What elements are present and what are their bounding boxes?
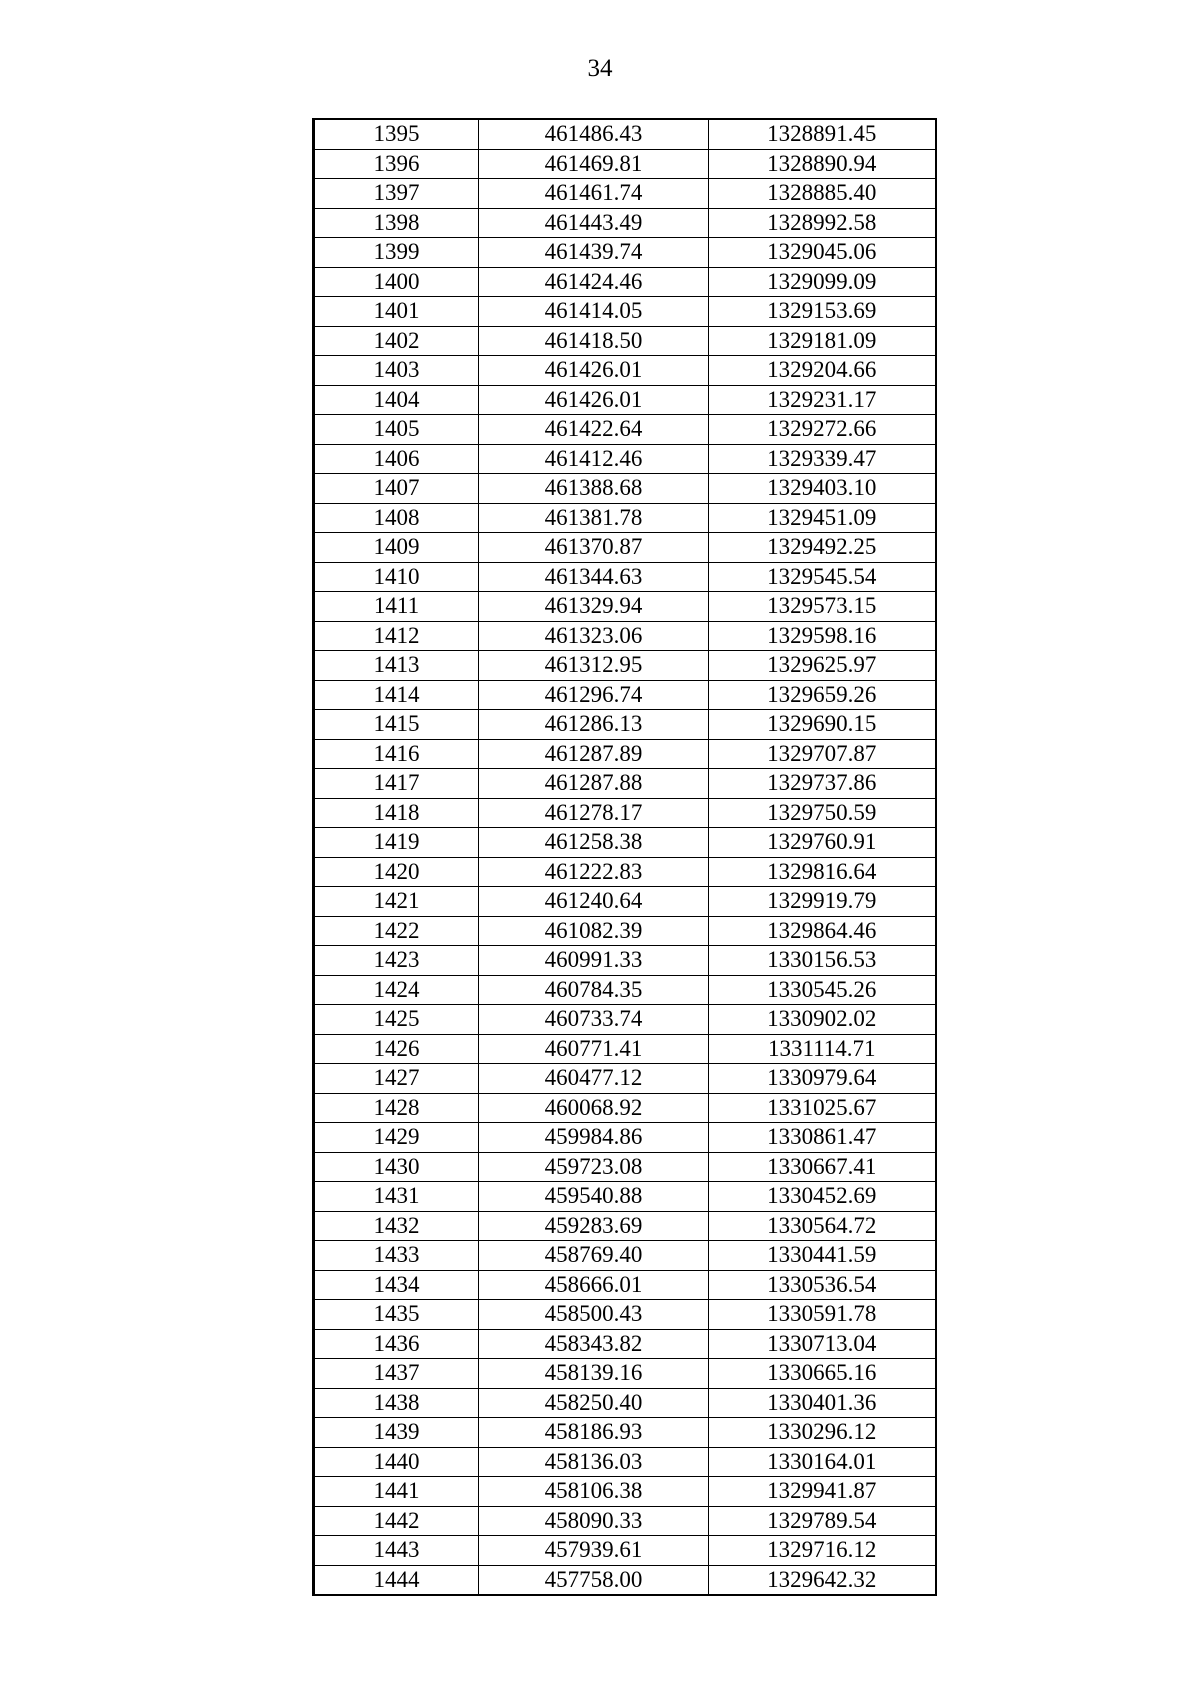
table-row bbox=[314, 356, 936, 386]
x-coordinate-cell: 457939.61 bbox=[479, 1536, 709, 1566]
point-number-cell: 1409 bbox=[314, 533, 479, 563]
x-coordinate-cell: 461296.74 bbox=[479, 680, 709, 710]
y-coordinate-cell: 1330164.01 bbox=[709, 1447, 936, 1477]
table-row bbox=[314, 1034, 936, 1064]
table-row bbox=[314, 533, 936, 563]
point-number-cell: 1423 bbox=[314, 946, 479, 976]
table-row bbox=[314, 1536, 936, 1566]
point-number-cell: 1395 bbox=[314, 119, 479, 149]
x-coordinate-cell: 461412.46 bbox=[479, 444, 709, 474]
point-number-cell: 1412 bbox=[314, 621, 479, 651]
point-number-cell: 1427 bbox=[314, 1064, 479, 1094]
point-number-cell: 1441 bbox=[314, 1477, 479, 1507]
x-coordinate-cell: 458250.40 bbox=[479, 1388, 709, 1418]
point-number-cell: 1439 bbox=[314, 1418, 479, 1448]
x-coordinate-cell: 461426.01 bbox=[479, 385, 709, 415]
point-number-cell: 1406 bbox=[314, 444, 479, 474]
x-coordinate-cell: 459723.08 bbox=[479, 1152, 709, 1182]
point-number-cell: 1425 bbox=[314, 1005, 479, 1035]
point-number-cell: 1421 bbox=[314, 887, 479, 917]
table-row bbox=[314, 916, 936, 946]
y-coordinate-cell: 1330591.78 bbox=[709, 1300, 936, 1330]
point-number-cell: 1437 bbox=[314, 1359, 479, 1389]
table-row bbox=[314, 1241, 936, 1271]
y-coordinate-cell: 1330564.72 bbox=[709, 1211, 936, 1241]
table-row bbox=[314, 651, 936, 681]
x-coordinate-cell: 461388.68 bbox=[479, 474, 709, 504]
x-coordinate-cell: 461424.46 bbox=[479, 267, 709, 297]
page-number: 34 bbox=[587, 55, 613, 82]
x-coordinate-cell: 461422.64 bbox=[479, 415, 709, 445]
x-coordinate-cell: 458090.33 bbox=[479, 1506, 709, 1536]
table-row bbox=[314, 297, 936, 327]
point-number-cell: 1442 bbox=[314, 1506, 479, 1536]
table-row bbox=[314, 119, 936, 149]
point-number-cell: 1403 bbox=[314, 356, 479, 386]
y-coordinate-cell: 1330545.26 bbox=[709, 975, 936, 1005]
x-coordinate-cell: 458343.82 bbox=[479, 1329, 709, 1359]
y-coordinate-cell: 1330441.59 bbox=[709, 1241, 936, 1271]
point-number-cell: 1419 bbox=[314, 828, 479, 858]
x-coordinate-cell: 461486.43 bbox=[479, 119, 709, 149]
y-coordinate-cell: 1329403.10 bbox=[709, 474, 936, 504]
table-row bbox=[314, 680, 936, 710]
x-coordinate-cell: 461414.05 bbox=[479, 297, 709, 327]
y-coordinate-cell: 1329716.12 bbox=[709, 1536, 936, 1566]
x-coordinate-cell: 461381.78 bbox=[479, 503, 709, 533]
point-number-cell: 1443 bbox=[314, 1536, 479, 1566]
table-row bbox=[314, 267, 936, 297]
y-coordinate-cell: 1330296.12 bbox=[709, 1418, 936, 1448]
y-coordinate-cell: 1329816.64 bbox=[709, 857, 936, 887]
y-coordinate-cell: 1329625.97 bbox=[709, 651, 936, 681]
table-row bbox=[314, 887, 936, 917]
point-number-cell: 1414 bbox=[314, 680, 479, 710]
point-number-cell: 1396 bbox=[314, 149, 479, 179]
y-coordinate-cell: 1328885.40 bbox=[709, 179, 936, 209]
point-number-cell: 1432 bbox=[314, 1211, 479, 1241]
x-coordinate-cell: 459283.69 bbox=[479, 1211, 709, 1241]
point-number-cell: 1417 bbox=[314, 769, 479, 799]
x-coordinate-cell: 461222.83 bbox=[479, 857, 709, 887]
y-coordinate-cell: 1328891.45 bbox=[709, 119, 936, 149]
point-number-cell: 1398 bbox=[314, 208, 479, 238]
table-row bbox=[314, 946, 936, 976]
x-coordinate-cell: 461312.95 bbox=[479, 651, 709, 681]
table-row bbox=[314, 975, 936, 1005]
table-row bbox=[314, 238, 936, 268]
point-number-cell: 1424 bbox=[314, 975, 479, 1005]
point-number-cell: 1430 bbox=[314, 1152, 479, 1182]
y-coordinate-cell: 1329545.54 bbox=[709, 562, 936, 592]
point-number-cell: 1434 bbox=[314, 1270, 479, 1300]
y-coordinate-cell: 1330667.41 bbox=[709, 1152, 936, 1182]
x-coordinate-cell: 458106.38 bbox=[479, 1477, 709, 1507]
x-coordinate-cell: 461418.50 bbox=[479, 326, 709, 356]
table-row bbox=[314, 769, 936, 799]
table-row bbox=[314, 1152, 936, 1182]
point-number-cell: 1438 bbox=[314, 1388, 479, 1418]
x-coordinate-cell: 460477.12 bbox=[479, 1064, 709, 1094]
table-row bbox=[314, 798, 936, 828]
table-row bbox=[314, 179, 936, 209]
table-row bbox=[314, 1477, 936, 1507]
y-coordinate-cell: 1328890.94 bbox=[709, 149, 936, 179]
table-row bbox=[314, 1270, 936, 1300]
table-row bbox=[314, 1565, 936, 1595]
y-coordinate-cell: 1329737.86 bbox=[709, 769, 936, 799]
point-number-cell: 1444 bbox=[314, 1565, 479, 1595]
point-number-cell: 1407 bbox=[314, 474, 479, 504]
x-coordinate-cell: 458136.03 bbox=[479, 1447, 709, 1477]
x-coordinate-cell: 461278.17 bbox=[479, 798, 709, 828]
x-coordinate-cell: 461461.74 bbox=[479, 179, 709, 209]
point-number-cell: 1408 bbox=[314, 503, 479, 533]
table-row bbox=[314, 208, 936, 238]
table-row bbox=[314, 1182, 936, 1212]
x-coordinate-cell: 458139.16 bbox=[479, 1359, 709, 1389]
y-coordinate-cell: 1330979.64 bbox=[709, 1064, 936, 1094]
table-row bbox=[314, 1388, 936, 1418]
point-number-cell: 1397 bbox=[314, 179, 479, 209]
table-row bbox=[314, 1359, 936, 1389]
y-coordinate-cell: 1331025.67 bbox=[709, 1093, 936, 1123]
point-number-cell: 1400 bbox=[314, 267, 479, 297]
x-coordinate-cell: 457758.00 bbox=[479, 1565, 709, 1595]
table-row bbox=[314, 415, 936, 445]
table-row bbox=[314, 1506, 936, 1536]
y-coordinate-cell: 1329919.79 bbox=[709, 887, 936, 917]
point-number-cell: 1428 bbox=[314, 1093, 479, 1123]
y-coordinate-cell: 1329642.32 bbox=[709, 1565, 936, 1595]
table-row bbox=[314, 149, 936, 179]
point-number-cell: 1405 bbox=[314, 415, 479, 445]
point-number-cell: 1426 bbox=[314, 1034, 479, 1064]
x-coordinate-cell: 460784.35 bbox=[479, 975, 709, 1005]
x-coordinate-cell: 461323.06 bbox=[479, 621, 709, 651]
table-row bbox=[314, 1211, 936, 1241]
table-row bbox=[314, 592, 936, 622]
point-number-cell: 1429 bbox=[314, 1123, 479, 1153]
x-coordinate-cell: 461426.01 bbox=[479, 356, 709, 386]
y-coordinate-cell: 1329045.06 bbox=[709, 238, 936, 268]
table-row bbox=[314, 1005, 936, 1035]
y-coordinate-cell: 1331114.71 bbox=[709, 1034, 936, 1064]
point-number-cell: 1402 bbox=[314, 326, 479, 356]
y-coordinate-cell: 1329573.15 bbox=[709, 592, 936, 622]
x-coordinate-cell: 458769.40 bbox=[479, 1241, 709, 1271]
point-number-cell: 1415 bbox=[314, 710, 479, 740]
table-row bbox=[314, 1064, 936, 1094]
x-coordinate-cell: 458500.43 bbox=[479, 1300, 709, 1330]
table-row bbox=[314, 739, 936, 769]
x-coordinate-cell: 461240.64 bbox=[479, 887, 709, 917]
y-coordinate-cell: 1329492.25 bbox=[709, 533, 936, 563]
y-coordinate-cell: 1330665.16 bbox=[709, 1359, 936, 1389]
x-coordinate-cell: 461439.74 bbox=[479, 238, 709, 268]
y-coordinate-cell: 1329789.54 bbox=[709, 1506, 936, 1536]
point-number-cell: 1435 bbox=[314, 1300, 479, 1330]
x-coordinate-cell: 458666.01 bbox=[479, 1270, 709, 1300]
table-row bbox=[314, 1447, 936, 1477]
table-row bbox=[314, 1418, 936, 1448]
y-coordinate-cell: 1329941.87 bbox=[709, 1477, 936, 1507]
y-coordinate-cell: 1329760.91 bbox=[709, 828, 936, 858]
y-coordinate-cell: 1329339.47 bbox=[709, 444, 936, 474]
table-row bbox=[314, 1123, 936, 1153]
coordinates-table bbox=[312, 118, 937, 1596]
x-coordinate-cell: 461082.39 bbox=[479, 916, 709, 946]
y-coordinate-cell: 1329750.59 bbox=[709, 798, 936, 828]
point-number-cell: 1416 bbox=[314, 739, 479, 769]
x-coordinate-cell: 460991.33 bbox=[479, 946, 709, 976]
table-row bbox=[314, 828, 936, 858]
x-coordinate-cell: 460771.41 bbox=[479, 1034, 709, 1064]
x-coordinate-cell: 461287.89 bbox=[479, 739, 709, 769]
table-row bbox=[314, 503, 936, 533]
y-coordinate-cell: 1330156.53 bbox=[709, 946, 936, 976]
x-coordinate-cell: 459984.86 bbox=[479, 1123, 709, 1153]
y-coordinate-cell: 1330713.04 bbox=[709, 1329, 936, 1359]
x-coordinate-cell: 461258.38 bbox=[479, 828, 709, 858]
point-number-cell: 1433 bbox=[314, 1241, 479, 1271]
table-row bbox=[314, 710, 936, 740]
y-coordinate-cell: 1329272.66 bbox=[709, 415, 936, 445]
y-coordinate-cell: 1329099.09 bbox=[709, 267, 936, 297]
x-coordinate-cell: 460733.74 bbox=[479, 1005, 709, 1035]
table-row bbox=[314, 1300, 936, 1330]
table-row bbox=[314, 474, 936, 504]
point-number-cell: 1410 bbox=[314, 562, 479, 592]
x-coordinate-cell: 461329.94 bbox=[479, 592, 709, 622]
point-number-cell: 1413 bbox=[314, 651, 479, 681]
table-row bbox=[314, 326, 936, 356]
table-row bbox=[314, 857, 936, 887]
point-number-cell: 1422 bbox=[314, 916, 479, 946]
y-coordinate-cell: 1329598.16 bbox=[709, 621, 936, 651]
x-coordinate-cell: 458186.93 bbox=[479, 1418, 709, 1448]
table-row bbox=[314, 444, 936, 474]
point-number-cell: 1411 bbox=[314, 592, 479, 622]
y-coordinate-cell: 1329181.09 bbox=[709, 326, 936, 356]
y-coordinate-cell: 1328992.58 bbox=[709, 208, 936, 238]
table-row bbox=[314, 1093, 936, 1123]
y-coordinate-cell: 1329204.66 bbox=[709, 356, 936, 386]
y-coordinate-cell: 1329707.87 bbox=[709, 739, 936, 769]
y-coordinate-cell: 1330536.54 bbox=[709, 1270, 936, 1300]
y-coordinate-cell: 1329153.69 bbox=[709, 297, 936, 327]
point-number-cell: 1399 bbox=[314, 238, 479, 268]
x-coordinate-cell: 461287.88 bbox=[479, 769, 709, 799]
point-number-cell: 1440 bbox=[314, 1447, 479, 1477]
point-number-cell: 1436 bbox=[314, 1329, 479, 1359]
x-coordinate-cell: 460068.92 bbox=[479, 1093, 709, 1123]
y-coordinate-cell: 1329659.26 bbox=[709, 680, 936, 710]
table-row bbox=[314, 562, 936, 592]
x-coordinate-cell: 461469.81 bbox=[479, 149, 709, 179]
point-number-cell: 1418 bbox=[314, 798, 479, 828]
y-coordinate-cell: 1330861.47 bbox=[709, 1123, 936, 1153]
point-number-cell: 1420 bbox=[314, 857, 479, 887]
point-number-cell: 1404 bbox=[314, 385, 479, 415]
point-number-cell: 1401 bbox=[314, 297, 479, 327]
y-coordinate-cell: 1329231.17 bbox=[709, 385, 936, 415]
y-coordinate-cell: 1329690.15 bbox=[709, 710, 936, 740]
y-coordinate-cell: 1329451.09 bbox=[709, 503, 936, 533]
x-coordinate-cell: 461344.63 bbox=[479, 562, 709, 592]
y-coordinate-cell: 1329864.46 bbox=[709, 916, 936, 946]
table-row bbox=[314, 621, 936, 651]
y-coordinate-cell: 1330401.36 bbox=[709, 1388, 936, 1418]
x-coordinate-cell: 461370.87 bbox=[479, 533, 709, 563]
table-row bbox=[314, 385, 936, 415]
point-number-cell: 1431 bbox=[314, 1182, 479, 1212]
x-coordinate-cell: 461443.49 bbox=[479, 208, 709, 238]
coordinates-table-body bbox=[314, 119, 936, 1595]
x-coordinate-cell: 459540.88 bbox=[479, 1182, 709, 1212]
x-coordinate-cell: 461286.13 bbox=[479, 710, 709, 740]
y-coordinate-cell: 1330452.69 bbox=[709, 1182, 936, 1212]
table-row bbox=[314, 1329, 936, 1359]
y-coordinate-cell: 1330902.02 bbox=[709, 1005, 936, 1035]
